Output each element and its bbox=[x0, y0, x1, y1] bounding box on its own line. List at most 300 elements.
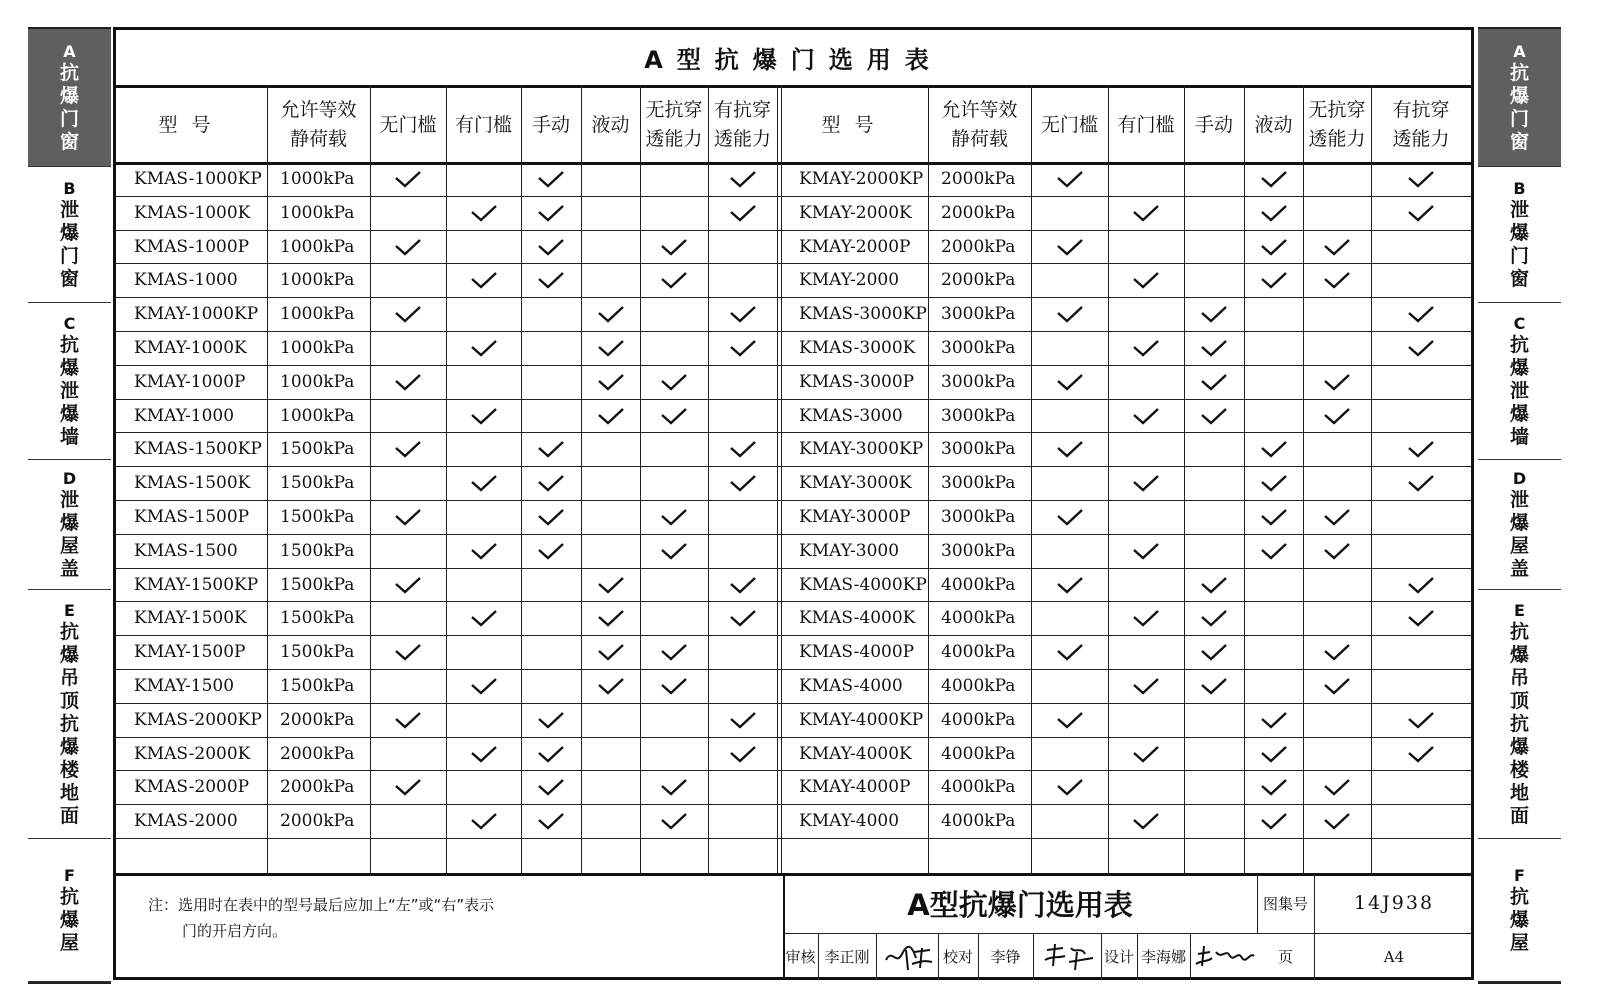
check-mark bbox=[1055, 439, 1085, 459]
left-model-cell: KMAY-1000P bbox=[134, 371, 246, 392]
column-divider bbox=[640, 85, 641, 873]
tab-char: 屋 bbox=[1509, 931, 1529, 954]
left-load-cell: 1000kPa bbox=[280, 202, 355, 223]
right-tab-f[interactable] bbox=[1478, 839, 1561, 982]
tab-char: 抗 bbox=[1509, 333, 1529, 356]
left-model-cell: KMAY-1500 bbox=[134, 676, 235, 696]
left-header-pen bbox=[708, 88, 777, 162]
right-header-no-sill: 无门槛 bbox=[1040, 113, 1098, 136]
right-load-cell: 3000kPa bbox=[941, 439, 1016, 460]
check-mark bbox=[1322, 237, 1352, 257]
check-mark bbox=[659, 676, 689, 696]
check-mark bbox=[728, 439, 758, 459]
check-mark bbox=[1406, 575, 1436, 595]
check-mark bbox=[469, 473, 499, 493]
check-mark bbox=[728, 338, 758, 358]
left-load-cell: 1500kPa bbox=[280, 473, 355, 494]
left-load-cell: 1500kPa bbox=[280, 439, 355, 460]
right-load-cell: 4000kPa bbox=[941, 709, 1016, 730]
checker-name: 李铮 bbox=[990, 948, 1021, 966]
tab-char: 爆 bbox=[1509, 84, 1529, 107]
right-header-pen bbox=[1371, 88, 1471, 162]
check-mark bbox=[1199, 406, 1229, 426]
tab-char: 泄 bbox=[59, 379, 79, 402]
left-header-no-sill: 无门槛 bbox=[379, 113, 437, 136]
left-tab-b[interactable] bbox=[28, 167, 111, 303]
tab-letter: A bbox=[1513, 41, 1526, 61]
check-mark bbox=[728, 710, 758, 730]
check-mark bbox=[1055, 372, 1085, 392]
check-mark bbox=[469, 270, 499, 290]
check-mark bbox=[596, 608, 626, 628]
check-mark bbox=[469, 811, 499, 831]
tab-char: 面 bbox=[1509, 804, 1529, 827]
tab-char: 屋 bbox=[1509, 534, 1529, 557]
right-model-cell: KMAS-3000P bbox=[799, 371, 915, 392]
check-mark bbox=[1199, 642, 1229, 662]
left-model-cell: KMAY-1500KP bbox=[134, 574, 259, 595]
note bbox=[148, 892, 494, 944]
tab-letter: C bbox=[1513, 313, 1526, 333]
left-tab-d[interactable] bbox=[28, 460, 111, 590]
right-model-cell: KMAS-3000KP bbox=[799, 304, 927, 325]
check-mark bbox=[1259, 473, 1289, 493]
tab-char: 泄 bbox=[59, 488, 79, 511]
left-load-cell: 1500kPa bbox=[280, 507, 355, 527]
tab-char: 抗 bbox=[59, 333, 79, 356]
right-tab-column bbox=[1478, 27, 1561, 984]
check-mark bbox=[469, 406, 499, 426]
left-header-load-line: 允许等效 bbox=[280, 99, 357, 121]
tab-char: 窗 bbox=[59, 130, 79, 153]
check-mark bbox=[1259, 439, 1289, 459]
reviewer-signature bbox=[882, 940, 934, 974]
check-mark bbox=[536, 744, 566, 764]
right-load-cell: 3000kPa bbox=[941, 405, 1016, 426]
check-mark bbox=[1055, 237, 1085, 257]
atlas-number-label: 图集号 bbox=[1262, 894, 1308, 913]
check-mark bbox=[1055, 710, 1085, 730]
left-header-manual: 手动 bbox=[531, 113, 570, 136]
right-model-cell: KMAY-2000KP bbox=[799, 169, 924, 189]
tab-char: 爆 bbox=[1509, 356, 1529, 379]
tab-char: 爆 bbox=[1509, 402, 1529, 425]
right-tab-e[interactable] bbox=[1478, 590, 1561, 839]
tab-char: 吊 bbox=[1509, 666, 1529, 689]
right-load-cell: 2000kPa bbox=[941, 270, 1016, 291]
tab-letter: E bbox=[1514, 600, 1525, 620]
left-load-cell: 1500kPa bbox=[280, 676, 355, 696]
check-mark bbox=[469, 608, 499, 628]
left-load-cell: 1500kPa bbox=[280, 642, 355, 663]
right-load-cell: 3000kPa bbox=[941, 304, 1016, 325]
right-model-cell: KMAY-4000K bbox=[799, 743, 912, 764]
tab-char: 吊 bbox=[59, 666, 79, 689]
review-label: 审核 bbox=[785, 948, 816, 966]
check-mark bbox=[1259, 710, 1289, 730]
check-mark bbox=[1131, 203, 1161, 223]
check-mark bbox=[659, 372, 689, 392]
tab-char: 墙 bbox=[1509, 425, 1529, 448]
tab-char: 爆 bbox=[59, 908, 79, 931]
left-model-cell: KMAS-1500KP bbox=[134, 439, 262, 460]
column-divider bbox=[1244, 85, 1245, 873]
left-header-pen-line: 透能力 bbox=[713, 128, 771, 150]
tab-char: 抗 bbox=[59, 61, 79, 84]
check-mark bbox=[728, 304, 758, 324]
check-mark bbox=[1131, 811, 1161, 831]
check-mark bbox=[1406, 439, 1436, 459]
check-mark bbox=[596, 406, 626, 426]
check-mark bbox=[1322, 541, 1352, 561]
tab-char: 门 bbox=[1509, 107, 1529, 130]
check-mark bbox=[1131, 608, 1161, 628]
tab-char: 爆 bbox=[59, 356, 79, 379]
tab-char: 门 bbox=[59, 244, 79, 267]
check-mark bbox=[1199, 304, 1229, 324]
left-load-cell: 1000kPa bbox=[280, 169, 355, 189]
check-mark bbox=[1131, 744, 1161, 764]
check-mark bbox=[659, 811, 689, 831]
tab-char: 泄 bbox=[1509, 198, 1529, 221]
left-tab-c[interactable] bbox=[28, 303, 111, 460]
column-divider bbox=[446, 85, 447, 873]
check-mark bbox=[596, 338, 626, 358]
right-header-pen-line: 透能力 bbox=[1392, 128, 1450, 150]
check-mark bbox=[596, 676, 626, 696]
check-mark bbox=[393, 575, 423, 595]
right-header-sill: 有门槛 bbox=[1117, 113, 1175, 136]
left-header-no-pen bbox=[640, 88, 708, 162]
check-mark bbox=[596, 372, 626, 392]
tab-char: 抗 bbox=[59, 712, 79, 735]
right-load-cell: 4000kPa bbox=[941, 574, 1016, 595]
tab-char: 抗 bbox=[1509, 885, 1529, 908]
note-line-1: 注：选用时在表中的型号最后应加上“左”或“右”表示 bbox=[148, 896, 495, 914]
tab-char: 爆 bbox=[1509, 643, 1529, 666]
right-header-model: 型号 bbox=[821, 113, 888, 136]
column-divider bbox=[1031, 85, 1032, 873]
check-mark bbox=[469, 541, 499, 561]
tab-letter: B bbox=[63, 178, 76, 198]
check-mark bbox=[1199, 608, 1229, 628]
right-load-cell: 3000kPa bbox=[941, 338, 1016, 358]
title-block-line bbox=[876, 933, 877, 980]
tab-char: 门 bbox=[1509, 244, 1529, 267]
right-header-manual: 手动 bbox=[1194, 113, 1233, 136]
check-mark bbox=[1259, 270, 1289, 290]
check-mark bbox=[1259, 811, 1289, 831]
designer-name: 李海娜 bbox=[1140, 948, 1186, 966]
left-model-cell: KMAY-1500P bbox=[134, 642, 246, 663]
check-mark bbox=[393, 642, 423, 662]
left-model-cell: KMAS-2000 bbox=[134, 811, 238, 832]
left-tab-f[interactable] bbox=[28, 839, 111, 982]
tab-letter: B bbox=[1513, 178, 1526, 198]
left-load-cell: 1000kPa bbox=[280, 236, 355, 257]
check-mark bbox=[1199, 575, 1229, 595]
tab-char: 爆 bbox=[59, 511, 79, 534]
check-mark bbox=[1055, 507, 1085, 527]
drawing-title: A型抗爆门选用表 bbox=[907, 887, 1133, 922]
tab-char: 抗 bbox=[1509, 712, 1529, 735]
tab-char: 门 bbox=[59, 107, 79, 130]
tab-char: 爆 bbox=[59, 221, 79, 244]
check-mark bbox=[536, 439, 566, 459]
check-mark bbox=[536, 710, 566, 730]
check-mark bbox=[536, 169, 566, 189]
right-tab-b[interactable] bbox=[1478, 167, 1561, 303]
left-model-cell: KMAS-1000KP bbox=[134, 169, 262, 189]
check-mark bbox=[1055, 575, 1085, 595]
right-load-cell: 4000kPa bbox=[941, 777, 1016, 798]
check-mark bbox=[1406, 203, 1436, 223]
tab-char: 抗 bbox=[59, 620, 79, 643]
check-mark bbox=[1259, 507, 1289, 527]
note-line-2: 门的开启方向。 bbox=[182, 922, 288, 940]
check-mark bbox=[1259, 237, 1289, 257]
check-mark bbox=[1199, 338, 1229, 358]
right-tab-a[interactable] bbox=[1478, 29, 1561, 167]
atlas-number: 14J938 bbox=[1353, 892, 1435, 914]
tab-letter: D bbox=[1512, 468, 1527, 488]
right-model-cell: KMAS-4000P bbox=[799, 642, 915, 663]
check-mark bbox=[1131, 541, 1161, 561]
right-load-cell: 4000kPa bbox=[941, 608, 1016, 629]
left-load-cell: 1500kPa bbox=[280, 574, 355, 595]
check-mark bbox=[1322, 777, 1352, 797]
left-header-no-pen-line: 透能力 bbox=[645, 128, 703, 150]
check-mark bbox=[1055, 304, 1085, 324]
tab-char: 爆 bbox=[1509, 221, 1529, 244]
check-mark bbox=[659, 270, 689, 290]
right-header-hydraulic: 液动 bbox=[1254, 113, 1293, 136]
check-mark bbox=[1322, 372, 1352, 392]
tab-char: 顶 bbox=[1509, 689, 1529, 712]
tab-letter: E bbox=[64, 600, 75, 620]
check-mark bbox=[728, 744, 758, 764]
check-mark bbox=[659, 642, 689, 662]
column-divider bbox=[1303, 85, 1304, 873]
left-header-load bbox=[267, 88, 370, 162]
right-model-cell: KMAY-2000 bbox=[799, 270, 900, 291]
tab-letter: D bbox=[62, 468, 77, 488]
check-mark bbox=[1131, 473, 1161, 493]
tab-char: 顶 bbox=[59, 689, 79, 712]
check-mark bbox=[1406, 169, 1436, 189]
left-model-cell: KMAY-1000 bbox=[134, 405, 235, 426]
left-model-cell: KMAS-1000K bbox=[134, 202, 251, 223]
tab-char: 抗 bbox=[1509, 61, 1529, 84]
right-header-no-pen bbox=[1303, 88, 1371, 162]
check-mark bbox=[536, 507, 566, 527]
right-load-cell: 2000kPa bbox=[941, 202, 1016, 223]
drawing-sheet bbox=[113, 27, 1474, 980]
right-model-cell: KMAS-3000K bbox=[799, 338, 916, 358]
check-label: 校对 bbox=[942, 948, 973, 966]
right-load-cell: 3000kPa bbox=[941, 473, 1016, 494]
check-mark bbox=[1259, 777, 1289, 797]
right-tab-c[interactable] bbox=[1478, 303, 1561, 460]
tab-char: 窗 bbox=[1509, 130, 1529, 153]
left-tab-a[interactable] bbox=[28, 29, 111, 167]
check-mark bbox=[536, 203, 566, 223]
left-model-cell: KMAS-1500P bbox=[134, 507, 250, 527]
designer-signature bbox=[1194, 942, 1256, 972]
check-mark bbox=[393, 304, 423, 324]
check-mark bbox=[1259, 203, 1289, 223]
left-load-cell: 1000kPa bbox=[280, 371, 355, 392]
column-divider bbox=[1184, 85, 1185, 873]
right-load-cell: 3000kPa bbox=[941, 507, 1016, 527]
tab-char: 爆 bbox=[1509, 735, 1529, 758]
right-model-cell: KMAS-3000 bbox=[799, 405, 903, 426]
column-divider bbox=[370, 85, 371, 873]
right-model-cell: KMAY-4000 bbox=[799, 811, 900, 832]
left-model-cell: KMAS-1500 bbox=[134, 540, 238, 561]
check-mark bbox=[536, 541, 566, 561]
left-header-hydraulic: 液动 bbox=[591, 113, 630, 136]
check-mark bbox=[1131, 270, 1161, 290]
check-mark bbox=[1322, 676, 1352, 696]
left-load-cell: 2000kPa bbox=[280, 709, 355, 730]
check-mark bbox=[659, 406, 689, 426]
left-load-cell: 1000kPa bbox=[280, 338, 355, 358]
tab-char: 屋 bbox=[59, 931, 79, 954]
check-mark bbox=[596, 575, 626, 595]
check-mark bbox=[728, 608, 758, 628]
tab-char: 爆 bbox=[1509, 511, 1529, 534]
tab-char: 爆 bbox=[59, 84, 79, 107]
check-mark bbox=[536, 270, 566, 290]
check-mark bbox=[728, 169, 758, 189]
tab-char: 墙 bbox=[59, 425, 79, 448]
tab-letter: F bbox=[1514, 865, 1525, 885]
check-mark bbox=[1055, 777, 1085, 797]
left-tab-e[interactable] bbox=[28, 590, 111, 839]
right-model-cell: KMAY-3000KP bbox=[799, 439, 924, 460]
tab-char: 泄 bbox=[1509, 379, 1529, 402]
right-load-cell: 3000kPa bbox=[941, 540, 1016, 561]
right-load-cell: 4000kPa bbox=[941, 811, 1016, 832]
check-mark bbox=[1322, 270, 1352, 290]
right-tab-d[interactable] bbox=[1478, 460, 1561, 590]
right-header-load-line: 允许等效 bbox=[941, 99, 1018, 121]
right-model-cell: KMAY-3000P bbox=[799, 507, 911, 527]
column-divider bbox=[581, 85, 582, 873]
right-header-load bbox=[928, 88, 1031, 162]
reviewer-name: 李正刚 bbox=[824, 948, 870, 966]
check-mark bbox=[1406, 304, 1436, 324]
left-load-cell: 2000kPa bbox=[280, 811, 355, 832]
check-mark bbox=[469, 338, 499, 358]
check-mark bbox=[1259, 744, 1289, 764]
check-mark bbox=[536, 237, 566, 257]
tab-char: 抗 bbox=[1509, 620, 1529, 643]
right-model-cell: KMAY-2000P bbox=[799, 236, 911, 257]
check-mark bbox=[659, 237, 689, 257]
check-mark bbox=[1322, 811, 1352, 831]
check-mark bbox=[536, 473, 566, 493]
check-mark bbox=[469, 203, 499, 223]
check-mark bbox=[393, 169, 423, 189]
right-header-no-pen-line: 无抗穿 bbox=[1308, 99, 1366, 121]
check-mark bbox=[393, 372, 423, 392]
check-mark bbox=[1055, 642, 1085, 662]
check-mark bbox=[1131, 338, 1161, 358]
check-mark bbox=[1322, 406, 1352, 426]
tab-char: 泄 bbox=[1509, 488, 1529, 511]
title-block-line bbox=[1190, 933, 1191, 980]
check-mark bbox=[393, 777, 423, 797]
tab-char: 盖 bbox=[1509, 557, 1529, 580]
left-load-cell: 1000kPa bbox=[280, 304, 355, 325]
left-tab-column bbox=[28, 27, 111, 984]
tab-char: 爆 bbox=[59, 643, 79, 666]
tab-char: 爆 bbox=[59, 735, 79, 758]
check-mark bbox=[596, 642, 626, 662]
left-header-sill: 有门槛 bbox=[454, 113, 512, 136]
tab-char: 面 bbox=[59, 804, 79, 827]
right-model-cell: KMAS-4000 bbox=[799, 676, 903, 696]
check-mark bbox=[1322, 642, 1352, 662]
check-mark bbox=[536, 777, 566, 797]
check-mark bbox=[1259, 169, 1289, 189]
left-model-cell: KMAS-2000KP bbox=[134, 709, 262, 730]
left-model-cell: KMAS-1000 bbox=[134, 270, 238, 291]
check-mark bbox=[1406, 710, 1436, 730]
right-model-cell: KMAY-4000P bbox=[799, 777, 911, 798]
left-model-cell: KMAS-1000P bbox=[134, 236, 250, 257]
right-header-no-pen-line: 透能力 bbox=[1308, 128, 1366, 150]
left-load-cell: 1500kPa bbox=[280, 608, 355, 629]
check-mark bbox=[393, 507, 423, 527]
right-model-cell: KMAY-3000K bbox=[799, 473, 912, 494]
left-header-load-line: 静荷载 bbox=[289, 128, 347, 150]
right-load-cell: 2000kPa bbox=[941, 169, 1016, 189]
right-load-cell: 4000kPa bbox=[941, 743, 1016, 764]
right-load-cell: 2000kPa bbox=[941, 236, 1016, 257]
right-load-cell: 3000kPa bbox=[941, 371, 1016, 392]
check-mark bbox=[659, 777, 689, 797]
tab-letter: A bbox=[63, 41, 76, 61]
tab-char: 屋 bbox=[59, 534, 79, 557]
check-mark bbox=[728, 575, 758, 595]
tab-char: 抗 bbox=[59, 885, 79, 908]
check-mark bbox=[1259, 541, 1289, 561]
check-mark bbox=[659, 541, 689, 561]
checker-signature bbox=[1041, 940, 1097, 974]
column-divider bbox=[1108, 85, 1109, 873]
left-header-model: 型号 bbox=[158, 113, 225, 136]
page-number: A4 bbox=[1383, 947, 1405, 966]
right-model-cell: KMAS-4000K bbox=[799, 608, 916, 629]
tab-char: 窗 bbox=[59, 267, 79, 290]
left-model-cell: KMAS-2000P bbox=[134, 777, 250, 798]
left-load-cell: 2000kPa bbox=[280, 777, 355, 798]
page-label: 页 bbox=[1277, 948, 1293, 966]
right-model-cell: KMAY-2000K bbox=[799, 202, 912, 223]
right-header-pen-line: 有抗穿 bbox=[1392, 99, 1450, 121]
column-divider bbox=[1371, 85, 1372, 873]
tab-char: 爆 bbox=[59, 402, 79, 425]
left-load-cell: 1000kPa bbox=[280, 405, 355, 426]
left-header-no-pen-line: 无抗穿 bbox=[645, 99, 703, 121]
check-mark bbox=[1199, 676, 1229, 696]
left-model-cell: KMAY-1000KP bbox=[134, 304, 259, 325]
check-mark bbox=[469, 676, 499, 696]
tab-char: 盖 bbox=[59, 557, 79, 580]
